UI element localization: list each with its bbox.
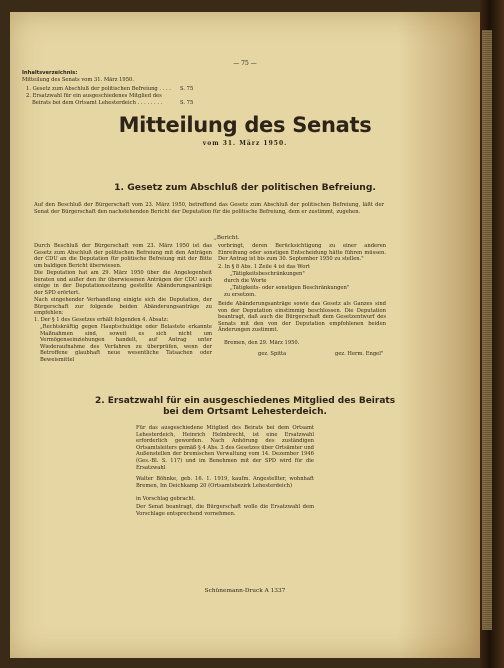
toc-item-2-page: S. 75 bbox=[180, 100, 194, 106]
s1-right-p5: „Tätigkeits- oder sonstigen Beschränkungen" bbox=[230, 285, 350, 291]
signature-engel: gez. Herm. Engel" bbox=[335, 351, 384, 357]
s1-right-date: Bremen, den 29. März 1950. bbox=[224, 340, 300, 346]
s1-right-p3: „Tätigkeitsbeschränkungen" bbox=[230, 271, 305, 277]
signature-spitta: gez. Spitta bbox=[258, 351, 287, 357]
bericht-label: „Bericht. bbox=[214, 235, 240, 241]
s2-p2: in Vorschlag gebracht. bbox=[136, 496, 196, 502]
s1-left-p1: Durch Beschluß der Bürgerschaft vom 23. März 1950 ist das Gesetz zum Abschluß der politischen Befreiung mit den Anträgen der CDU an die Deputation für politische Befreiung mit der Bitte um baldigen Bericht überwiesen. bbox=[34, 243, 212, 269]
toc-item-2-cont: Beirats bei dem Ortsamt Lehesterdeich . . . . . . . . bbox=[32, 100, 163, 106]
s1-right-p4: durch die Worte bbox=[224, 278, 267, 284]
s1-right-p6: zu ersetzen. bbox=[224, 292, 256, 298]
s1-right-p2: 2. In § 8 Abs. 1 Zeile 4 ist das Wort bbox=[218, 264, 310, 270]
s1-right-p7: Beide Abänderungsanträge sowie das Gesetz als Ganzes sind von der Deputation einstimmig beschlossen. Die Deputation beantragt, daß auch die Bürgerschaft dem Gesetzentwurf des Senats mit den von der Deputation empfohlenen beiden Änderungen zustimmt. bbox=[218, 301, 386, 334]
s1-left-p4: 1. Der § 1 des Gesetzes erhält folgenden 4. Absatz: bbox=[34, 317, 169, 323]
toc-item-1: 1. Gesetz zum Abschluß der politischen Befreiung . . . . bbox=[26, 86, 171, 92]
s2-p1: Für das ausgeschiedene Mitglied des Beirats bei dem Ortsamt Lehesterdeich, Heinrich Helmbrecht, ist eine Ersatzwahl erforderlich geworden. Nach Anhörung des zuständigen Ortsamtsleiters gemäß § 4 Abs. 3 des Gesetzes über Ortsämter und Außenstellen der bremischen Verwaltung vom 14. Dezember 1946 (Ges.-Bl. S. 117) und im Benehmen mit der SPD wird für die Ersatzwahl bbox=[136, 425, 314, 471]
s2-p3: Der Senat beantragt, die Bürgerschaft wolle die Ersatzwahl dem Vorschlage entsprechend vornehmen. bbox=[136, 504, 314, 517]
page-number: — 75 — bbox=[233, 60, 257, 67]
s1-left-p3: Nach eingehender Verhandlung einigte sich die Deputation, der Bürgerschaft zur folgende beiden Abänderungsanträge zu empfehlen: bbox=[34, 297, 212, 317]
section1-intro: Auf den Beschluß der Bürgerschaft vom 23. März 1950, betreffend das Gesetz zum Abschluß der politischen Befreiung, läßt der Senat der Bürgerschaft den nachstehenden Bericht der Deputation für die politische Befreiung, dem er zustimmt, zugehen. bbox=[34, 202, 384, 215]
s2-nominee: Walter Böhnke, geb. 16. 1. 1919, kaufm. Angestellter, wohnhaft Bremen, Im Deichkamp 20 (Ortsamtsbezirk Lehesterdeich) bbox=[136, 476, 314, 489]
section2-heading-line2: bei dem Ortsamt Lehesterdeich. bbox=[163, 407, 327, 417]
s1-right-p1: vorbringt, deren Berücksichtigung zu einer anderen Einreihung oder sonstigen Entscheidung hätte führen müssen. Der Antrag ist bis zum 30. September 1950 zu stellen." bbox=[218, 243, 386, 263]
toc-heading: Inhaltsverzeichnis: bbox=[22, 70, 78, 76]
page-edges bbox=[482, 30, 492, 630]
toc-item-2: 2. Ersatzwahl für ein ausgeschiedenes Mitglied des bbox=[26, 93, 162, 99]
section2-heading-line1: 2. Ersatzwahl für ein ausgeschiedenes Mitglied des Beirats bbox=[94, 396, 396, 406]
toc-intro: Mitteilung des Senats vom 31. März 1950. bbox=[22, 77, 134, 83]
s1-left-p2: Die Deputation hat am 29. März 1950 über die Angelegenheit beraten und außer den ihr überwiesenen Anträgen der CDU auch einige in der Deputationssitzung gestellte Abänderungsanträge der SPD erörtert. bbox=[34, 270, 212, 296]
toc-item-1-page: S. 75 bbox=[180, 86, 194, 92]
page-fold-shadow bbox=[398, 12, 480, 658]
section1-heading: 1. Gesetz zum Abschluß der politischen Befreiung. bbox=[114, 182, 376, 193]
page-subtitle: vom 31. März 1950. bbox=[202, 140, 288, 147]
s1-left-p5: „Rechtskräftig gegen Hauptschuldige oder Belastete erkannte Maßnahmen sind, soweit es sich nicht um Vermögenseinziehungen handelt, auf Antrag unter Wiederaufnahme des Verfahren zu überprüfen, wenn der Betroffene glaubhaft neue wesentliche Tatsachen oder Beweismittel bbox=[40, 324, 212, 363]
printer-footer: Schünemann-Druck A 1337 bbox=[204, 588, 286, 594]
page-title: Mitteilung des Senats bbox=[118, 113, 372, 137]
